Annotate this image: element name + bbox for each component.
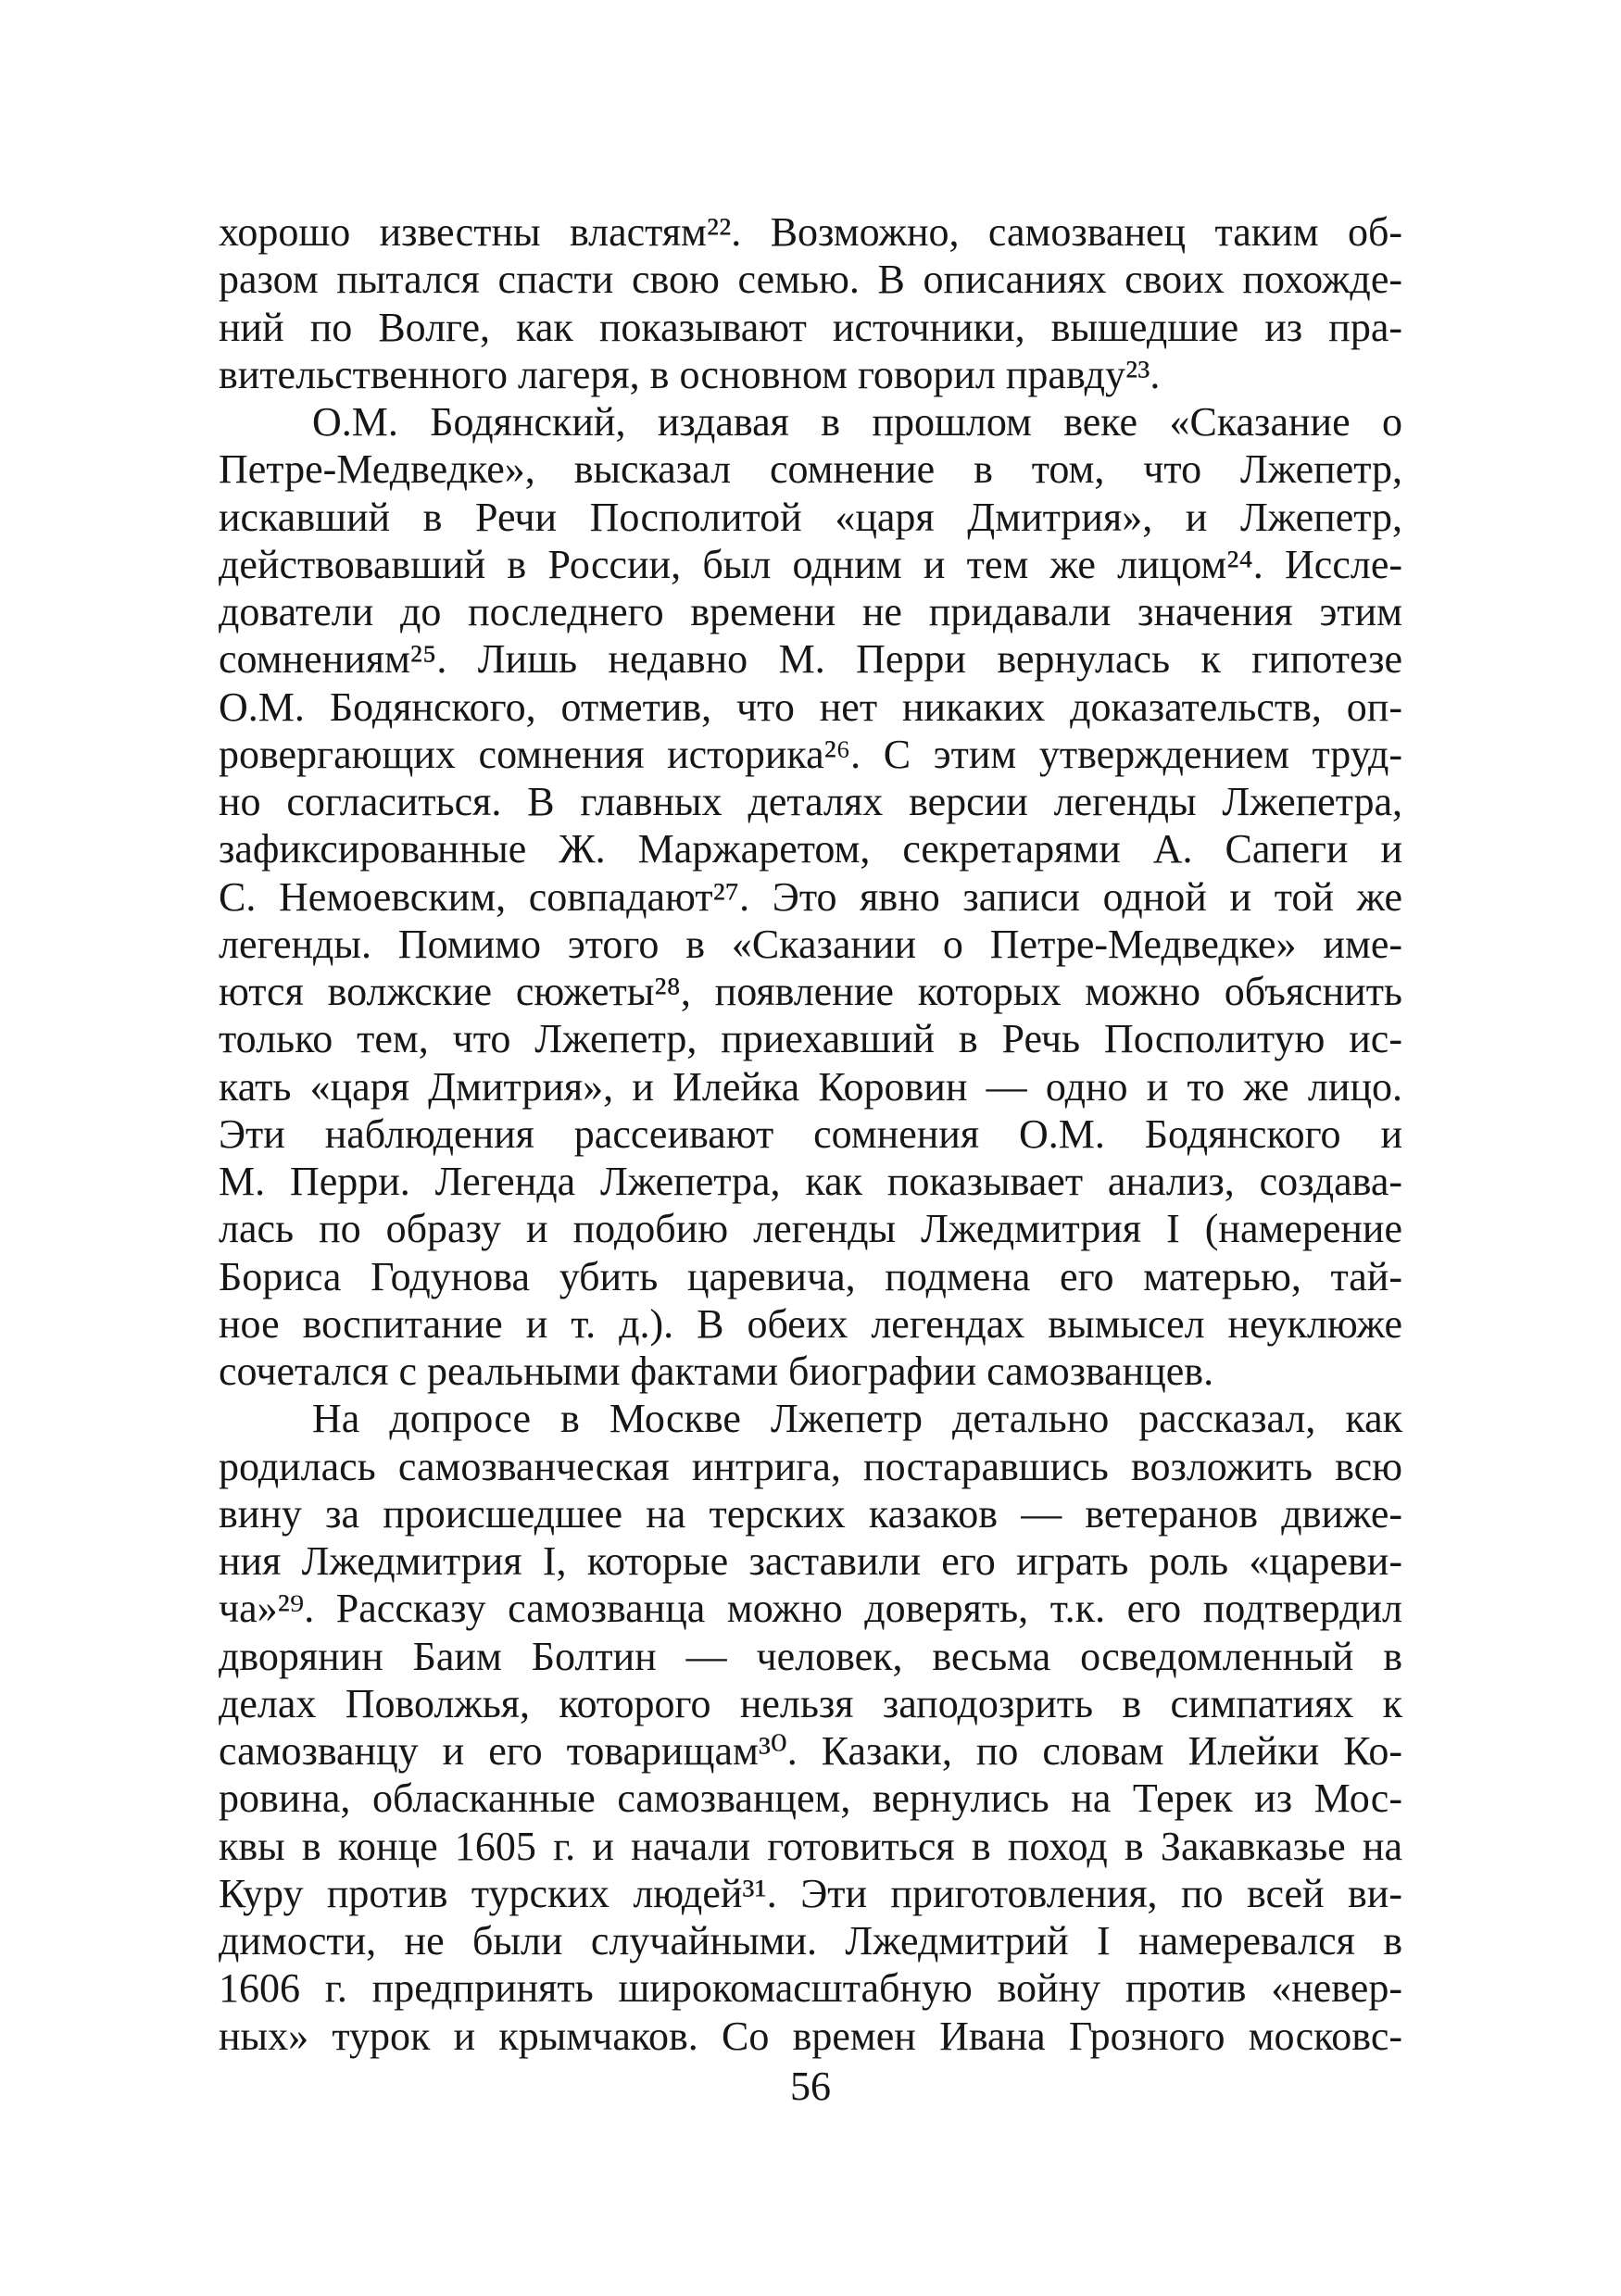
text-line-12: ровергающих сомнения историка²⁶. С этим утверждением труд- (219, 731, 1402, 777)
text-line-8: действовавший в России, был одним и тем же лицом²⁴. Иссле- (219, 541, 1402, 587)
text-line-13: но согласиться. В главных деталях версии легенды Лжепетра, (219, 779, 1402, 824)
text-line-31: дворянин Баим Болтин — человек, весьма осведомленный в (219, 1633, 1402, 1679)
text-line-20: Эти наблюдения рассеивают сомнения О.М. Бодянского и (219, 1110, 1402, 1157)
text-line-16: легенды. Помимо этого в «Сказании о Петре-Медведке» име- (219, 921, 1402, 967)
text-line-14: зафиксированные Ж. Маржаретом, секретарями А. Сапеги и (219, 826, 1402, 872)
text-line-27: родилась самозванческая интрига, постаравшись возложить всю (219, 1443, 1402, 1489)
text-line-38: 1606 г. предпринять широкомасштабную войну против «невер- (219, 1965, 1402, 2012)
text-line-30: ча»²⁹. Рассказу самозванца можно доверять, т.к. его подтвердил (219, 1586, 1402, 1632)
text-line-19: кать «царя Дмитрия», и Илейка Коровин — одно и то же лицо. (219, 1063, 1402, 1110)
text-line-17: ются волжские сюжеты²⁸, появление которых можно объяснить (219, 969, 1402, 1014)
text-line-23: Бориса Годунова убить царевича, подмена его матерью, тай- (219, 1253, 1402, 1299)
text-line-25: сочетался с реальными фактами биографии самозванцев. (219, 1349, 1214, 1394)
text-line-32: делах Поволжья, которого нельзя заподозрить в симпатиях к (219, 1680, 1402, 1726)
text-line-4: вительственного лагеря, в основном говорил правду²³. (219, 351, 1161, 397)
text-line-36: Куру против турских людей³¹. Эти приготовления, по всей ви- (219, 1870, 1402, 1916)
text-line-6: Петре-Медведке», высказал сомнение в том, что Лжепетр, (219, 446, 1402, 493)
page-number: 56 (790, 2064, 831, 2109)
text-line-26: На допросе в Москве Лжепетр детально рассказал, как (312, 1396, 1402, 1442)
text-line-5: О.М. Бодянский, издавая в прошлом веке «Сказание о (312, 399, 1402, 445)
text-line-11: О.М. Бодянского, отметив, что нет никаких доказательств, оп- (219, 684, 1402, 730)
text-line-34: ровина, обласканные самозванцем, вернулись на Терек из Мос- (219, 1775, 1402, 1822)
text-line-33: самозванцу и его товарищам³⁰. Казаки, по словам Илейки Ко- (219, 1728, 1402, 1774)
text-line-22: лась по образу и подобию легенды Лжедмитрия I (намерение (219, 1206, 1402, 1252)
text-line-3: ний по Волге, как показывают источники, вышедшие из пра- (219, 304, 1402, 350)
text-line-24: ное воспитание и т. д.). В обеих легендах вымысел неуклюже (219, 1300, 1402, 1347)
body-text (219, 208, 1402, 2060)
text-line-2: разом пытался спасти свою семью. В описаниях своих похожде- (219, 257, 1402, 303)
text-line-18: только тем, что Лжепетр, приехавший в Речь Посполитую ис- (219, 1016, 1402, 1062)
text-line-15: С. Немоевским, совпадают²⁷. Это явно записи одной и той же (219, 873, 1402, 920)
text-line-10: сомнениям²⁵. Лишь недавно М. Перри вернулась к гипотезе (219, 636, 1402, 683)
text-line-28: вину за происшедшее на терских казаков — ветеранов движе- (219, 1490, 1402, 1537)
text-line-39: ных» турок и крымчаков. Со времен Ивана Грозного московс- (219, 2013, 1402, 2059)
text-line-35: квы в конце 1605 г. и начали готовиться в поход в Закавказье на (219, 1823, 1402, 1869)
text-line-7: искавший в Речи Посполитой «царя Дмитрия», и Лжепетр, (219, 494, 1402, 540)
text-line-21: М. Перри. Легенда Лжепетра, как показывает анализ, создава- (219, 1159, 1402, 1204)
text-line-37: димости, не были случайными. Лжедмитрий I намеревался в (219, 1918, 1402, 1964)
text-line-29: ния Лжедмитрия I, которые заставили его играть роль «цареви- (219, 1538, 1402, 1584)
text-line-9: дователи до последнего времени не придавали значения этим (219, 589, 1402, 634)
text-line-1: хорошо известны властям²². Возможно, самозванец таким об- (219, 209, 1402, 255)
